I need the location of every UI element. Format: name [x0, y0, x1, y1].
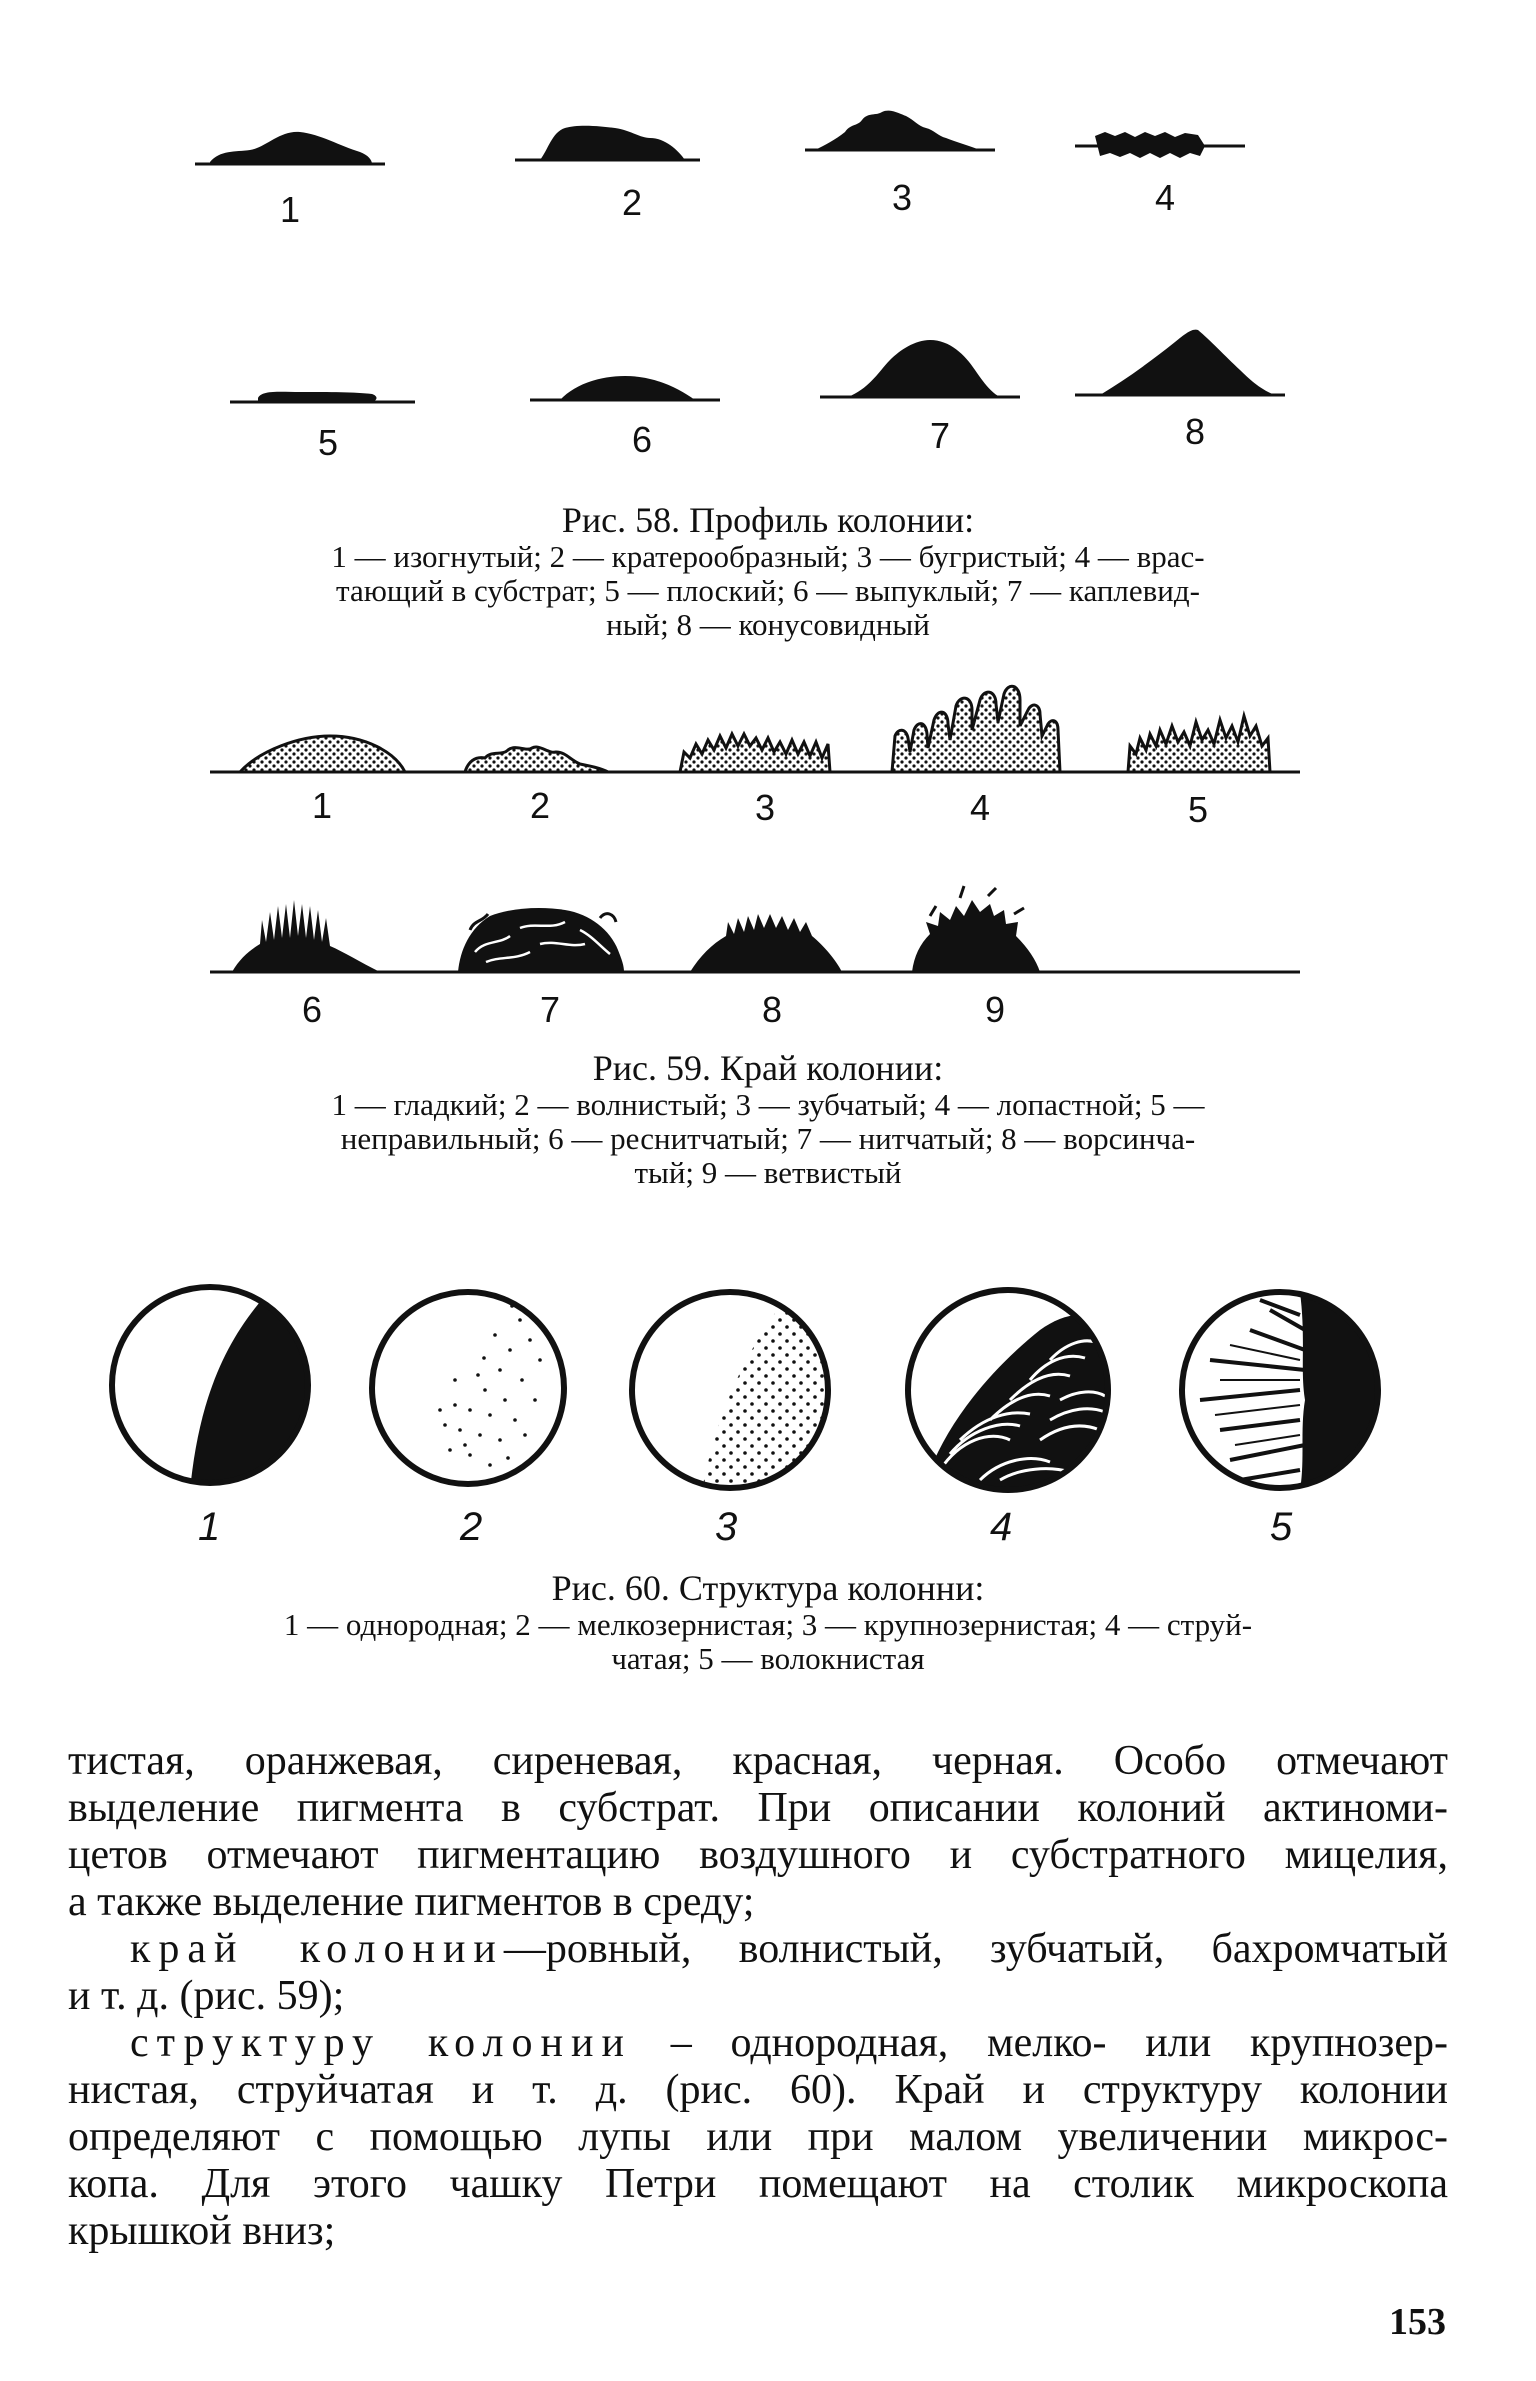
fig60-label-1: 1	[198, 1505, 221, 1549]
figure-59-caption-line: 1 — гладкий; 2 — волнистый; 3 — зубчатый; 4 — лопастной; 5 —	[331, 1087, 1205, 1122]
fig59-label-8: 8	[762, 989, 783, 1030]
figure-60-colony-structure	[0, 1240, 1536, 1720]
profile-8-conical	[1075, 330, 1285, 395]
profile-3-tuberculate	[805, 111, 995, 150]
body-line: копа. Для этого чашку Петри помещают на столик микроскопа	[68, 2161, 1448, 2207]
profile-2-crater	[515, 126, 700, 160]
fig58-label-4: 4	[1155, 177, 1176, 218]
body-line: определяют с помощью лупы или при малом увеличении микрос-	[68, 2114, 1448, 2160]
profile-1-curved	[195, 132, 385, 164]
structure-3-coarse-grained	[632, 1280, 840, 1500]
figure-58-caption-line: 1 — изогнутый; 2 — кратерообразный; 3 — бугристый; 4 — врас-	[331, 539, 1205, 574]
fig60-label-5: 5	[1270, 1505, 1293, 1549]
page-number: 153	[1389, 2301, 1446, 2343]
edge-1-smooth	[240, 736, 405, 772]
figure-59-caption-line: тый; 9 — ветвистый	[634, 1155, 902, 1190]
fig59-label-4: 4	[970, 787, 991, 828]
fig58-label-5: 5	[318, 422, 339, 463]
fig59-label-5: 5	[1188, 789, 1209, 830]
fig59-label-7: 7	[540, 989, 561, 1030]
figure-59-drawing	[0, 660, 1536, 1050]
figure-58-drawing	[0, 0, 1536, 500]
figure-58-caption	[150, 500, 1386, 642]
profile-6-convex	[530, 376, 720, 400]
figure-60-caption-line: 1 — однородная; 2 — мелкозернистая; 3 — крупнозернистая; 4 — струй-	[283, 1607, 1253, 1642]
fig59-label-1: 1	[312, 785, 333, 826]
figure-59-title: Рис. 59. Край колонии:	[592, 1048, 944, 1088]
profile-7-drop-like	[820, 340, 1020, 397]
fig60-label-2: 2	[460, 1505, 483, 1549]
edge-4-lobate	[892, 686, 1060, 772]
term-colony-structure: структуру колонии	[130, 2020, 632, 2066]
structure-5-fibrous	[1182, 1292, 1380, 1490]
fig59-label-6: 6	[302, 989, 323, 1030]
structure-4-streaky	[908, 1290, 1120, 1500]
body-line: тистая, оранжевая, сиреневая, красная, черная. Особо отмечают	[68, 1738, 1448, 1784]
profile-4-ingrown	[1075, 132, 1245, 158]
figure-60-title: Рис. 60. Структура колонни:	[551, 1568, 985, 1608]
fig59-label-3: 3	[755, 787, 776, 828]
colony-edge-description: —ровный, волнистый, зубчатый, бахромчатый	[503, 1926, 1448, 1972]
edge-7-filamentous	[458, 908, 624, 972]
edge-9-branched	[912, 886, 1040, 972]
edge-3-toothed	[680, 734, 830, 772]
body-line: выделение пигмента в субстрат. При описании колоний актиноми-	[68, 1785, 1448, 1831]
fig60-label-4: 4	[990, 1505, 1013, 1549]
body-line: нистая, струйчатая и т. д. (рис. 60). Край и структуру колонии	[68, 2067, 1448, 2113]
fig58-label-7: 7	[930, 415, 951, 456]
fig59-label-9: 9	[985, 989, 1006, 1030]
figure-58-colony-profile	[0, 0, 1536, 660]
fig58-label-2: 2	[622, 182, 643, 223]
edge-8-villous	[690, 914, 842, 972]
profile-5-flat	[230, 392, 415, 402]
body-line: цетов отмечают пигментацию воздушного и субстратного мицелия,	[68, 1832, 1448, 1878]
figure-59-colony-edge	[0, 660, 1536, 1200]
edge-5-irregular	[1128, 716, 1270, 772]
fig59-label-2: 2	[530, 785, 551, 826]
figure-58-caption-line: тающий в субстрат; 5 — плоский; 6 — выпуклый; 7 — каплевид-	[336, 573, 1200, 608]
figure-60-caption-line: чатая; 5 — волокнистая	[611, 1641, 925, 1676]
figure-60-caption	[120, 1568, 1416, 1676]
body-line: крышкой вниз;	[68, 2208, 336, 2254]
colony-structure-description: – однородная, мелко- или крупнозер-	[631, 2020, 1448, 2066]
edge-6-ciliate	[232, 900, 380, 972]
figure-58-title: Рис. 58. Профиль колонии:	[561, 500, 975, 540]
body-line: а также выделение пигментов в среду;	[68, 1879, 755, 1925]
fig58-label-3: 3	[892, 177, 913, 218]
structure-1-homogeneous	[112, 1280, 320, 1490]
edge-2-wavy	[465, 747, 608, 772]
body-line-colony-structure	[68, 2020, 1448, 2067]
figure-59-caption-line: неправильный; 6 — реснитчатый; 7 — нитчатый; 8 — ворсинча-	[340, 1121, 1196, 1156]
figure-60-drawing	[0, 1240, 1536, 1570]
term-colony-edge: край колонии	[130, 1926, 504, 1972]
figure-59-caption	[150, 1048, 1386, 1190]
fig60-label-3: 3	[715, 1505, 738, 1549]
structure-2-fine-grained	[372, 1292, 564, 1484]
figure-58-caption-line: ный; 8 — конусовидный	[606, 607, 930, 642]
fig58-label-1: 1	[280, 189, 301, 230]
body-text	[68, 1738, 1448, 2255]
fig58-label-6: 6	[632, 419, 653, 460]
body-line-colony-edge	[68, 1926, 1448, 1973]
fig58-label-8: 8	[1185, 411, 1206, 452]
body-line: и т. д. (рис. 59);	[68, 1973, 345, 2019]
